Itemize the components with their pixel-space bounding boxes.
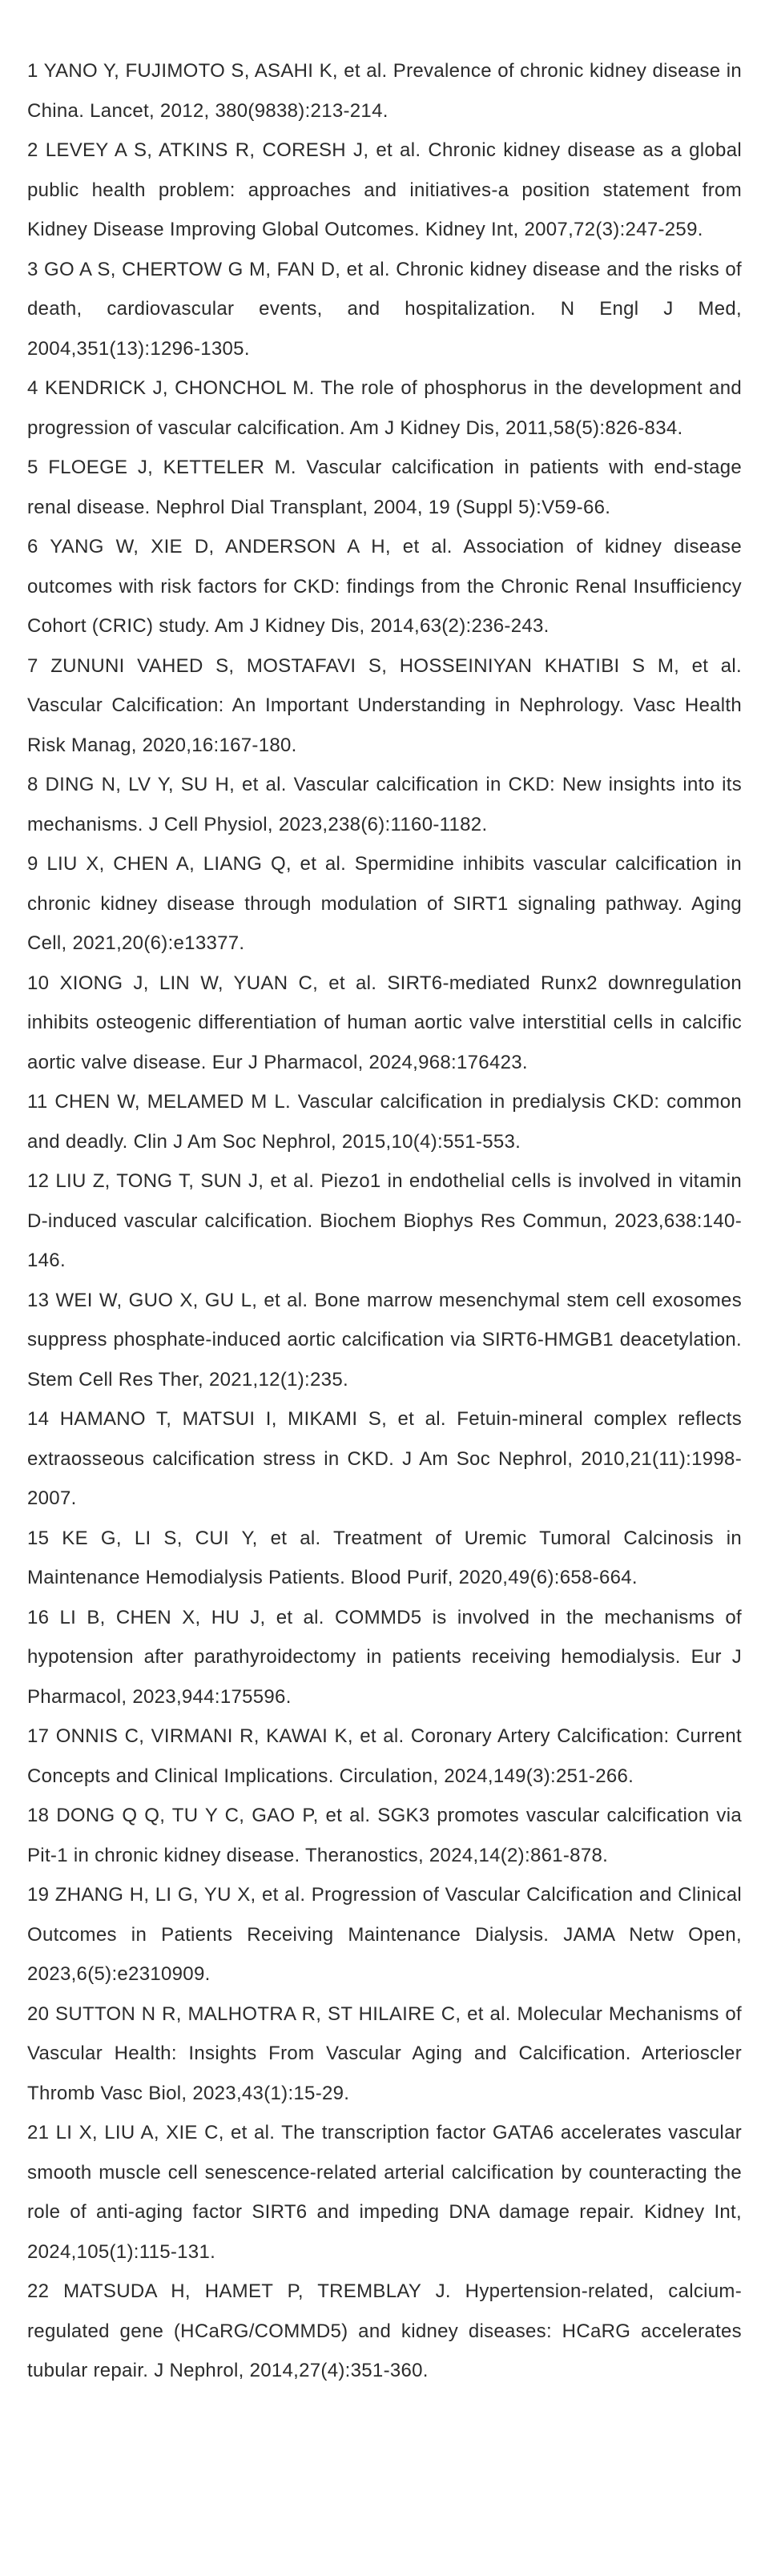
reference-item bbox=[27, 448, 742, 527]
reference-number: 8 bbox=[27, 774, 38, 795]
reference-item bbox=[27, 250, 742, 369]
reference-item bbox=[27, 844, 742, 964]
reference-number: 3 bbox=[27, 258, 38, 280]
reference-text: YANG W, XIE D, ANDERSON A H, et al. Association of kidney disease outcomes with risk factors for CKD: findings from the Chronic Renal Insufficiency Cohort (CRIC) study. Am J Kidney Dis, 2014,63(2):236-243. bbox=[27, 536, 742, 637]
reference-item bbox=[27, 1082, 742, 1161]
reference-text: ONNIS C, VIRMANI R, KAWAI K, et al. Coronary Artery Calcification: Current Concepts and Clinical Implications. Circulation, 2024,149(3):251-266. bbox=[27, 1725, 743, 1787]
reference-text: SUTTON N R, MALHOTRA R, ST HILAIRE C, et al. Molecular Mechanisms of Vascular Health: Insights From Vascular Aging and Calcification. Arterioscler Thromb Vasc Biol, 2023,43(1):15-29. bbox=[27, 2002, 742, 2104]
reference-item bbox=[27, 1519, 742, 1598]
reference-item bbox=[27, 368, 742, 448]
reference-text: HAMANO T, MATSUI I, MIKAMI S, et al. Fetuin-mineral complex reflects extraosseous calcification stress in CKD. J Am Soc Nephrol, 2010,21(11):1998-2007. bbox=[27, 1408, 742, 1509]
reference-item bbox=[27, 964, 742, 1083]
reference-text: LIU Z, TONG T, SUN J, et al. Piezo1 in endothelial cells is involved in vitamin D-induced vascular calcification. Biochem Biophys Res Commun, 2023,638:140-146. bbox=[27, 1170, 742, 1271]
reference-text: DING N, LV Y, SU H, et al. Vascular calcification in CKD: New insights into its mechanisms. J Cell Physiol, 2023,238(6):1160-1182. bbox=[27, 774, 742, 835]
reference-number: 17 bbox=[27, 1725, 50, 1747]
reference-number: 11 bbox=[27, 1091, 48, 1113]
reference-text: WEI W, GUO X, GU L, et al. Bone marrow mesenchymal stem cell exosomes suppress phosphate-induced aortic calcification via SIRT6-HMGB1 deacetylation. Stem Cell Res Ther, 2021,12(1):235. bbox=[27, 1289, 742, 1391]
reference-number: 14 bbox=[27, 1408, 50, 1430]
reference-number: 6 bbox=[27, 536, 38, 557]
reference-item bbox=[27, 1796, 742, 1875]
reference-number: 4 bbox=[27, 377, 38, 399]
reference-item bbox=[27, 131, 742, 250]
reference-item bbox=[27, 1598, 742, 1717]
reference-number: 18 bbox=[27, 1805, 50, 1826]
reference-text: GO A S, CHERTOW G M, FAN D, et al. Chronic kidney disease and the risks of death, cardiovascular events, and hospitalization. N Engl J Med, 2004,351(13):1296-1305. bbox=[27, 258, 742, 360]
reference-number: 9 bbox=[27, 853, 38, 875]
reference-text: FLOEGE J, KETTELER M. Vascular calcification in patients with end-stage renal disease. Nephrol Dial Transplant, 2004, 19 (Suppl 5):V59-66. bbox=[27, 457, 743, 518]
reference-item bbox=[27, 1875, 742, 1994]
reference-number: 19 bbox=[27, 1884, 50, 1906]
reference-number: 21 bbox=[27, 2122, 50, 2143]
reference-item bbox=[27, 51, 742, 131]
reference-number: 13 bbox=[27, 1289, 50, 1311]
reference-text: LI B, CHEN X, HU J, et al. COMMD5 is involved in the mechanisms of hypotension after parathyroidectomy in patients receiving hemodialysis. Eur J Pharmacol, 2023,944:175596. bbox=[27, 1606, 742, 1708]
reference-number: 16 bbox=[27, 1606, 50, 1628]
reference-text: LEVEY A S, ATKINS R, CORESH J, et al. Chronic kidney disease as a global public health problem: approaches and initiatives-a position statement from Kidney Disease Improving Global Outcomes. Kidney Int, 2007,72(3):247-259. bbox=[27, 139, 742, 240]
reference-number: 12 bbox=[27, 1170, 50, 1192]
reference-item bbox=[27, 2113, 742, 2272]
reference-text: LIU X, CHEN A, LIANG Q, et al. Spermidine inhibits vascular calcification in chronic kidney disease through modulation of SIRT1 signaling pathway. Aging Cell, 2021,20(6):e13377. bbox=[27, 853, 743, 954]
reference-number: 2 bbox=[27, 139, 38, 161]
reference-text: XIONG J, LIN W, YUAN C, et al. SIRT6-mediated Runx2 downregulation inhibits osteogenic differentiation of human aortic valve interstitial cells in calcific aortic valve disease. Eur J Pharmacol, 2024,968:176423. bbox=[27, 972, 742, 1073]
reference-item bbox=[27, 2272, 742, 2391]
reference-text: DONG Q Q, TU Y C, GAO P, et al. SGK3 promotes vascular calcification via Pit-1 in chronic kidney disease. Theranostics, 2024,14(2):861-878. bbox=[27, 1805, 743, 1866]
reference-item bbox=[27, 1717, 742, 1796]
reference-item bbox=[27, 765, 742, 844]
reference-text: CHEN W, MELAMED M L. Vascular calcification in predialysis CKD: common and deadly. Clin J Am Soc Nephrol, 2015,10(4):551-553. bbox=[27, 1091, 742, 1153]
reference-text: ZUNUNI VAHED S, MOSTAFAVI S, HOSSEINIYAN KHATIBI S M, et al. Vascular Calcification: An Important Understanding in Nephrology. Vasc Health Risk Manag, 2020,16:167-180. bbox=[27, 654, 743, 756]
reference-text: ZHANG H, LI G, YU X, et al. Progression of Vascular Calcification and Clinical Outcomes in Patients Receiving Maintenance Dialysis. JAMA Netw Open, 2023,6(5):e2310909. bbox=[27, 1884, 743, 1985]
reference-item bbox=[27, 527, 742, 646]
reference-number: 20 bbox=[27, 2002, 50, 2025]
reference-number: 15 bbox=[27, 1527, 50, 1549]
reference-item bbox=[27, 646, 742, 766]
reference-number: 1 bbox=[27, 60, 38, 82]
reference-text: KE G, LI S, CUI Y, et al. Treatment of Uremic Tumoral Calcinosis in Maintenance Hemodialysis Patients. Blood Purif, 2020,49(6):658-664. bbox=[27, 1527, 743, 1588]
reference-list bbox=[27, 51, 742, 2391]
reference-item bbox=[27, 1994, 742, 2114]
reference-number: 7 bbox=[27, 654, 38, 677]
reference-number: 10 bbox=[27, 972, 50, 994]
reference-text: MATSUDA H, HAMET P, TREMBLAY J. Hypertension-related, calcium-regulated gene (HCaRG/COMMD5) and kidney diseases: HCaRG accelerates tubular repair. J Nephrol, 2014,27(4):351-360. bbox=[27, 2280, 743, 2381]
reference-item bbox=[27, 1161, 742, 1281]
reference-text: YANO Y, FUJIMOTO S, ASAHI K, et al. Prevalence of chronic kidney disease in China. Lancet, 2012, 380(9838):213-214. bbox=[27, 60, 742, 122]
reference-text: KENDRICK J, CHONCHOL M. The role of phosphorus in the development and progression of vascular calcification. Am J Kidney Dis, 2011,58(5):826-834. bbox=[27, 377, 743, 439]
reference-item bbox=[27, 1399, 742, 1519]
reference-item bbox=[27, 1281, 742, 1400]
reference-text: LI X, LIU A, XIE C, et al. The transcription factor GATA6 accelerates vascular smooth muscle cell senescence-related arterial calcification by counteracting the role of anti-aging factor SIRT6 and impeding DNA damage repair. Kidney Int, 2024,105(1):115-131. bbox=[27, 2122, 743, 2263]
reference-number: 22 bbox=[27, 2280, 50, 2302]
reference-number: 5 bbox=[27, 457, 38, 478]
